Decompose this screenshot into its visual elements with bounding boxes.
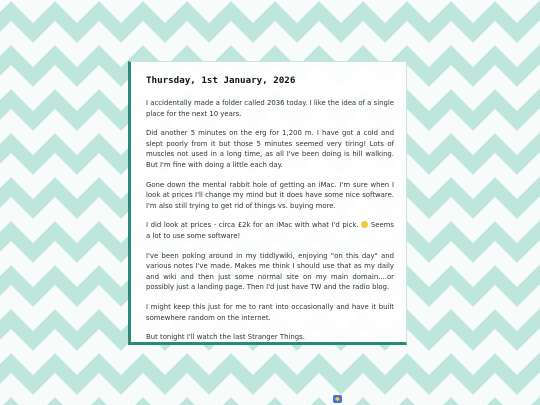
post-paragraph: But tonight I'll watch the last Stranger Things. [146,333,305,342]
webring-badge-icon[interactable] [333,395,342,403]
post-paragraph: Gone down the mental rabbit hole of getting an iMac. I'm sure when I look at prices I'll change my mind but it does have some nice software. I'm also still trying to get rid of things vs. buying more. [146,180,394,210]
post-paragraph: I might keep this just for me to rant into occasionally and have it built somewhere random on the internet. [146,302,394,322]
post-paragraph: I accidentally made a folder called 2036 today. I like the idea of a single place for the next 10 years. [146,99,394,118]
post-paragraph: Did another 5 minutes on the erg for 1,200 m. I have got a cold and slept poorly from it but those 5 minutes seemed very tiring! Lots of muscles not used in a long time, as all I've been doing is hill walking. But I'm fine with doing a little each day. [146,129,394,169]
blog-post-card [128,61,407,345]
post-paragraph [146,220,394,241]
post-paragraph-text: Seems a lot to use some software! [146,221,394,240]
post-paragraph: I've been poking around in my tiddlywiki, enjoying "on this day" and various notes I've made. Makes me think I should use that as my daily and wiki and then just some normal site on my main domain....or possibly just a landing page. Then I'd just have TW and the radio blog. [146,251,394,292]
post-paragraph-text: I did look at prices - circa £2k for an iMac with what I'd pick. [146,221,359,230]
smile-emoji-icon [361,221,368,228]
post-date-title: Thursday, 1st January, 2026 [146,75,296,86]
